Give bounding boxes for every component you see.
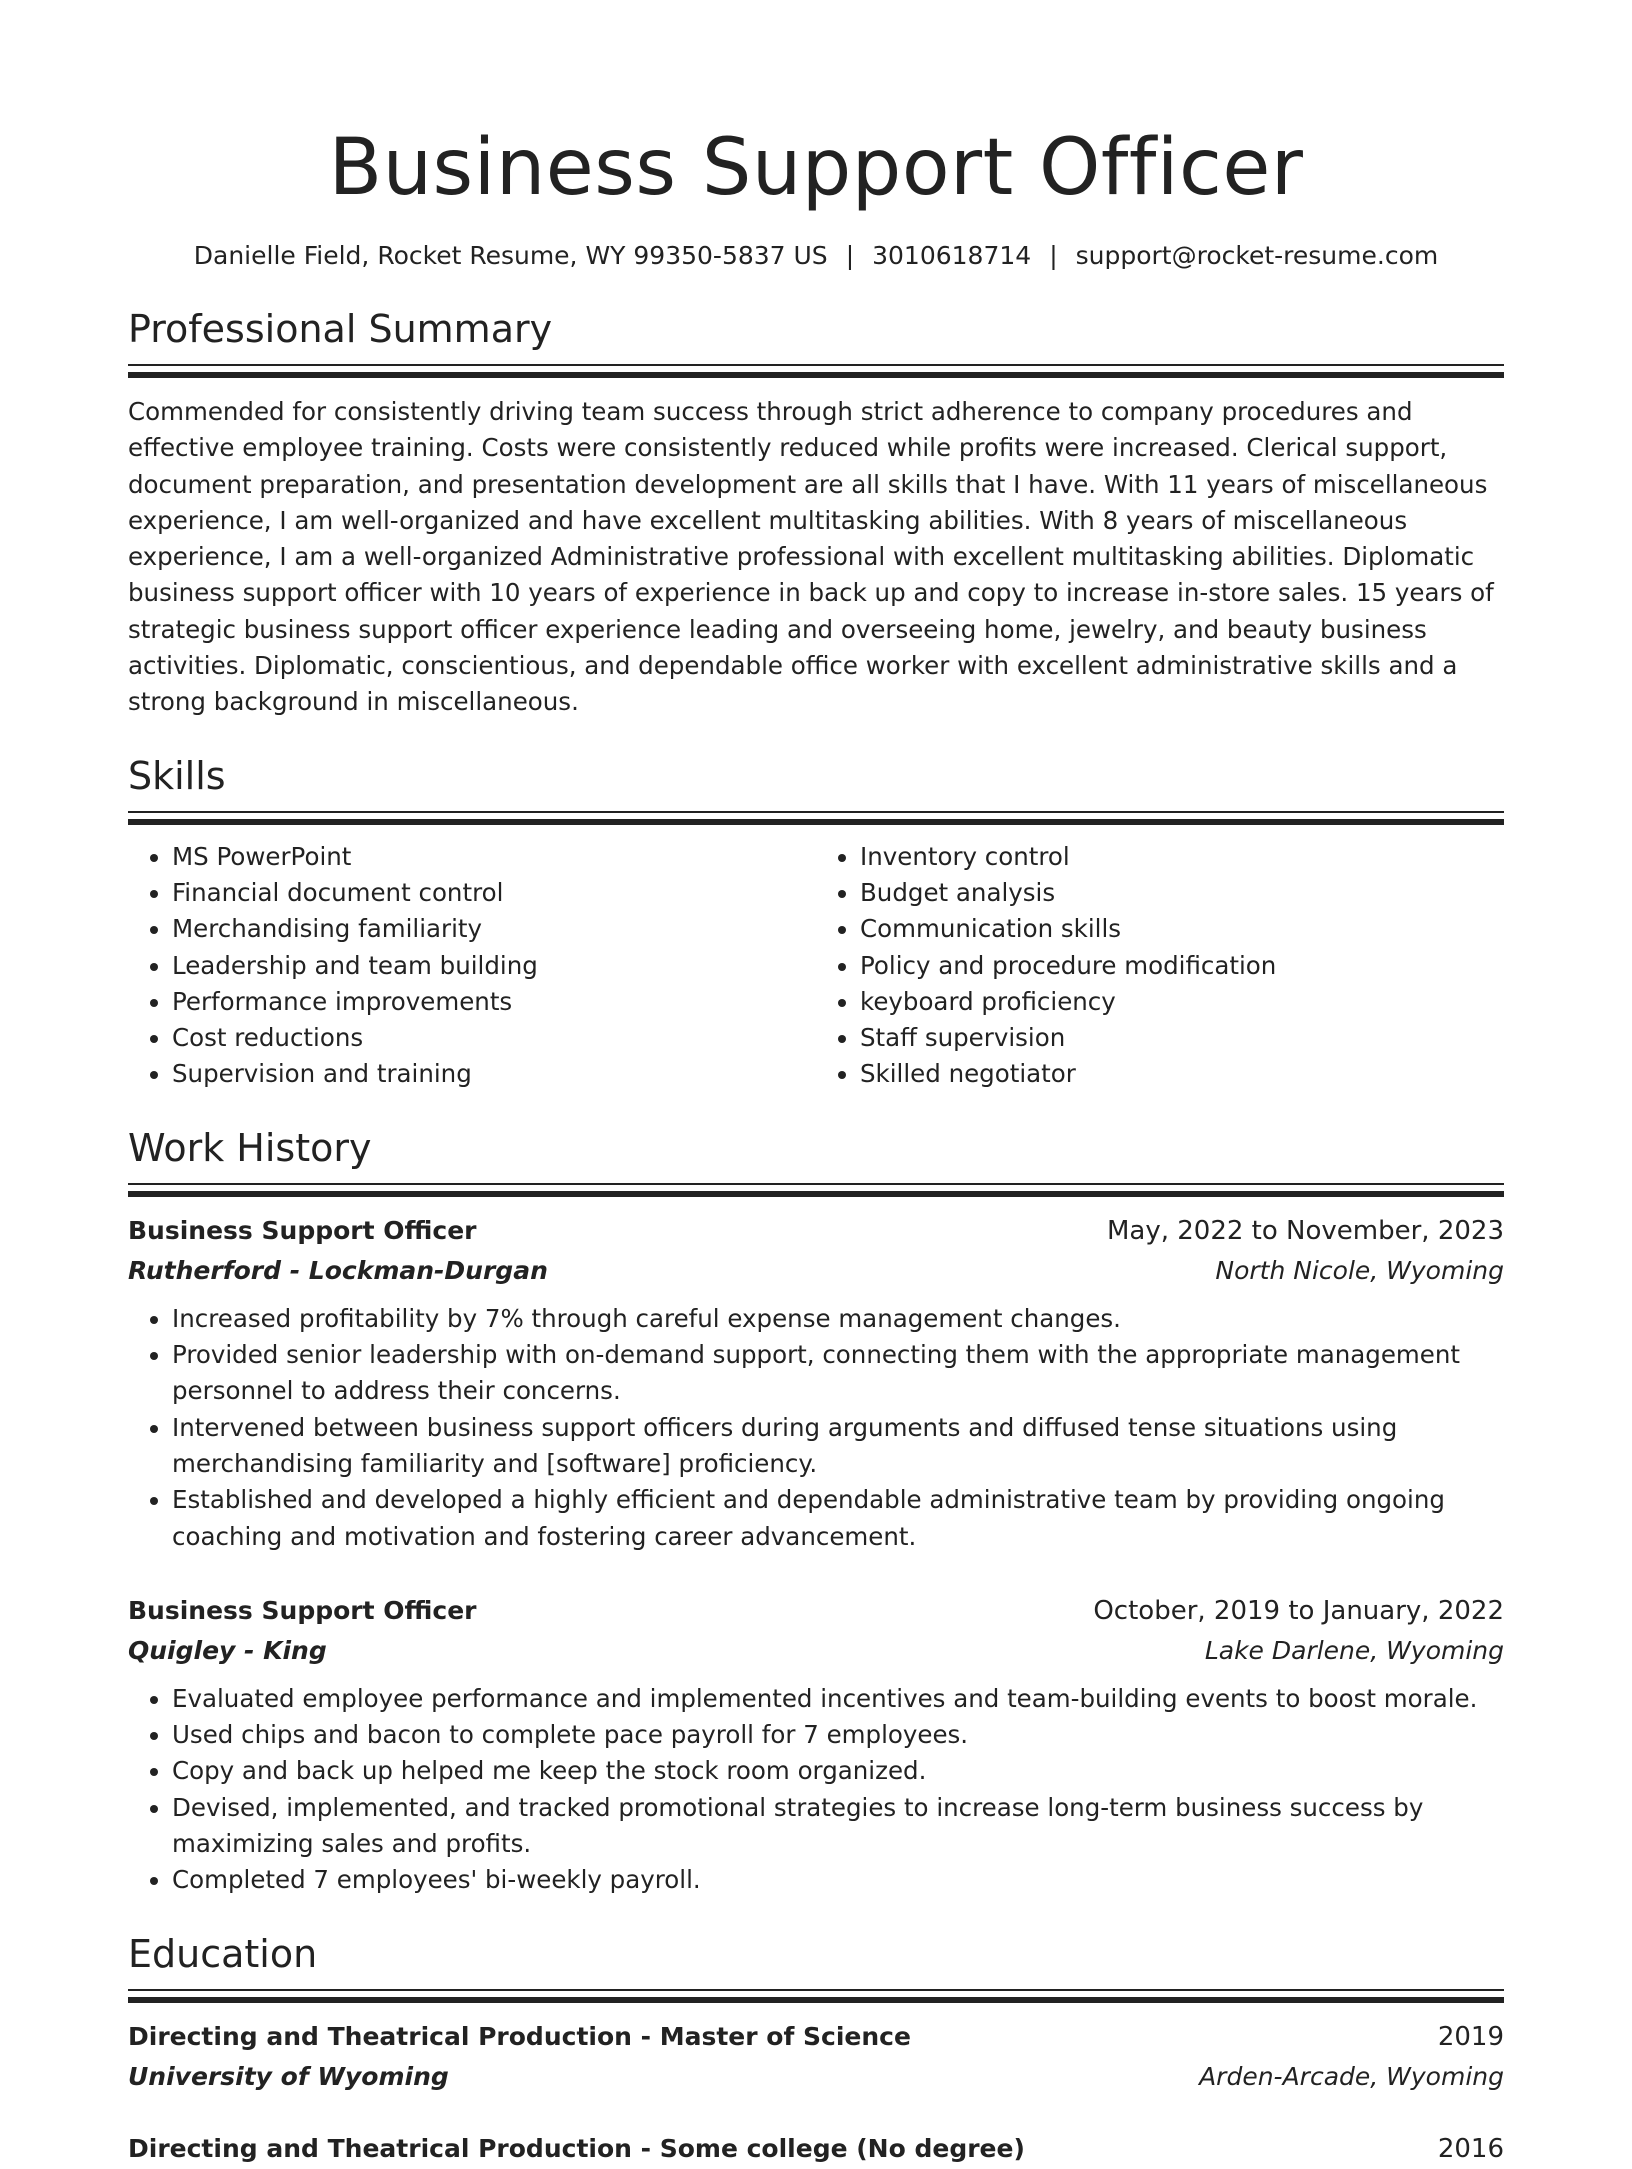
job-company-row	[128, 1631, 1504, 1671]
skill-item: • Skilled negotiator	[860, 1056, 1504, 1092]
education-degree: Directing and Theatrical Production - Some college (No degree)	[128, 2133, 1025, 2163]
education-header-row	[128, 2017, 1504, 2057]
job-dates: May, 2022 to November, 2023	[1106, 1215, 1504, 1246]
contact-separator: |	[845, 241, 855, 270]
education-entry	[128, 2017, 1504, 2097]
contact-separator: |	[1049, 241, 1058, 270]
job-bullet: • Intervened between business support officers during arguments and diffused tense situations using merchandising familiarity and [software] proficiency.	[172, 1410, 1504, 1483]
summary-section	[128, 274, 1504, 721]
skills-section	[128, 721, 1504, 1093]
skills-heading: Skills	[128, 753, 226, 798]
job-entry	[128, 1591, 1504, 1899]
job-header-row	[128, 1211, 1504, 1251]
education-section	[128, 1899, 1504, 2169]
skill-item: • keyboard proficiency	[860, 984, 1504, 1020]
education-year: 2016	[1437, 2133, 1504, 2164]
education-heading: Education	[128, 1931, 318, 1976]
job-bullet: • Established and developed a highly efficient and dependable administrative team by providing ongoing coaching and motivation and fostering career advancement.	[172, 1482, 1504, 1555]
work-heading: Work History	[128, 1125, 372, 1170]
work-section	[128, 1093, 1504, 1899]
skill-item: • Policy and procedure modification	[860, 948, 1504, 984]
skill-item: • Financial document control	[172, 875, 816, 911]
skill-item: • Performance improvements	[172, 984, 816, 1020]
section-divider	[128, 364, 1504, 378]
summary-text: Commended for consistently driving team success through strict adherence to company procedures and effective employee training. Costs were consistently reduced while profits were increased. Clerical support, document preparation, and presentation development are all skills that I have. With 11 years of miscellaneous experience, I am well-organized and have excellent multitasking abilities. With 8 years of miscellaneous experience, I am a well-organized Administrative professional with excellent multitasking abilities. Diplomatic business support officer with 10 years of experience in back up and copy to increase in-store sales. 15 years of strategic business support officer experience leading and overseeing home, jewelry, and beauty business activities. Diplomatic, conscientious, and dependable office worker with excellent administrative skills and a strong background in miscellaneous.	[128, 397, 1494, 717]
skills-list-right	[816, 839, 1504, 1093]
job-bullets	[128, 1681, 1504, 1899]
job-bullets	[128, 1301, 1504, 1555]
job-bullet: • Completed 7 employees' bi-weekly payroll.	[172, 1862, 1504, 1898]
education-degree: Directing and Theatrical Production - Master of Science	[128, 2021, 911, 2051]
contact-email[interactable]: support@rocket-resume.com	[1075, 241, 1439, 270]
skill-item: • Communication skills	[860, 911, 1504, 947]
job-company-row	[128, 1251, 1504, 1291]
skill-item: • Inventory control	[860, 839, 1504, 875]
contact-phone: 3010618714	[872, 241, 1032, 270]
education-location: Arden-Arcade, Wyoming	[1199, 2061, 1504, 2091]
education-school-row	[128, 2057, 1504, 2097]
skill-item: • Supervision and training	[172, 1056, 816, 1092]
skill-item: • Leadership and team building	[172, 948, 816, 984]
contact-address: Danielle Field, Rocket Resume, WY 99350-5837 US	[193, 241, 828, 270]
education-year: 2019	[1437, 2021, 1504, 2052]
job-dates: October, 2019 to January, 2022	[1093, 1595, 1504, 1626]
summary-heading: Professional Summary	[128, 307, 553, 351]
job-bullet: • Devised, implemented, and tracked promotional strategies to increase long-term business success by maximizing sales and profits.	[172, 1790, 1504, 1863]
contact-line	[128, 238, 1504, 274]
resume-page	[128, 118, 1504, 2169]
skill-item: • Merchandising familiarity	[172, 911, 816, 947]
job-bullet: • Copy and back up helped me keep the stock room organized.	[172, 1753, 1504, 1789]
job-bullet: • Increased profitability by 7% through careful expense management changes.	[172, 1301, 1504, 1337]
job-company: Quigley - King	[128, 1635, 327, 1665]
job-bullet: • Evaluated employee performance and implemented incentives and team-building events to boost morale.	[172, 1681, 1504, 1717]
skill-item: • Cost reductions	[172, 1020, 816, 1056]
resume-title: Business Support Officer	[328, 123, 1304, 213]
section-divider	[128, 1183, 1504, 1197]
skill-item: • Budget analysis	[860, 875, 1504, 911]
job-location: Lake Darlene, Wyoming	[1204, 1635, 1504, 1665]
skills-list-left	[128, 839, 816, 1093]
section-divider	[128, 811, 1504, 825]
education-entry	[128, 2129, 1504, 2169]
job-role: Business Support Officer	[128, 1595, 477, 1625]
job-company: Rutherford - Lockman-Durgan	[128, 1255, 548, 1285]
job-bullet: • Used chips and bacon to complete pace payroll for 7 employees.	[172, 1717, 1504, 1753]
skills-columns	[128, 839, 1504, 1093]
skill-item: • MS PowerPoint	[172, 839, 816, 875]
skill-item: • Staff supervision	[860, 1020, 1504, 1056]
education-header-row	[128, 2129, 1504, 2169]
job-header-row	[128, 1591, 1504, 1631]
job-location: North Nicole, Wyoming	[1215, 1255, 1504, 1285]
education-school: University of Wyoming	[128, 2061, 449, 2091]
job-entry	[128, 1211, 1504, 1555]
section-divider	[128, 1989, 1504, 2003]
job-role: Business Support Officer	[128, 1215, 477, 1245]
job-bullet: • Provided senior leadership with on-demand support, connecting them with the appropriate management personnel to address their concerns.	[172, 1337, 1504, 1410]
